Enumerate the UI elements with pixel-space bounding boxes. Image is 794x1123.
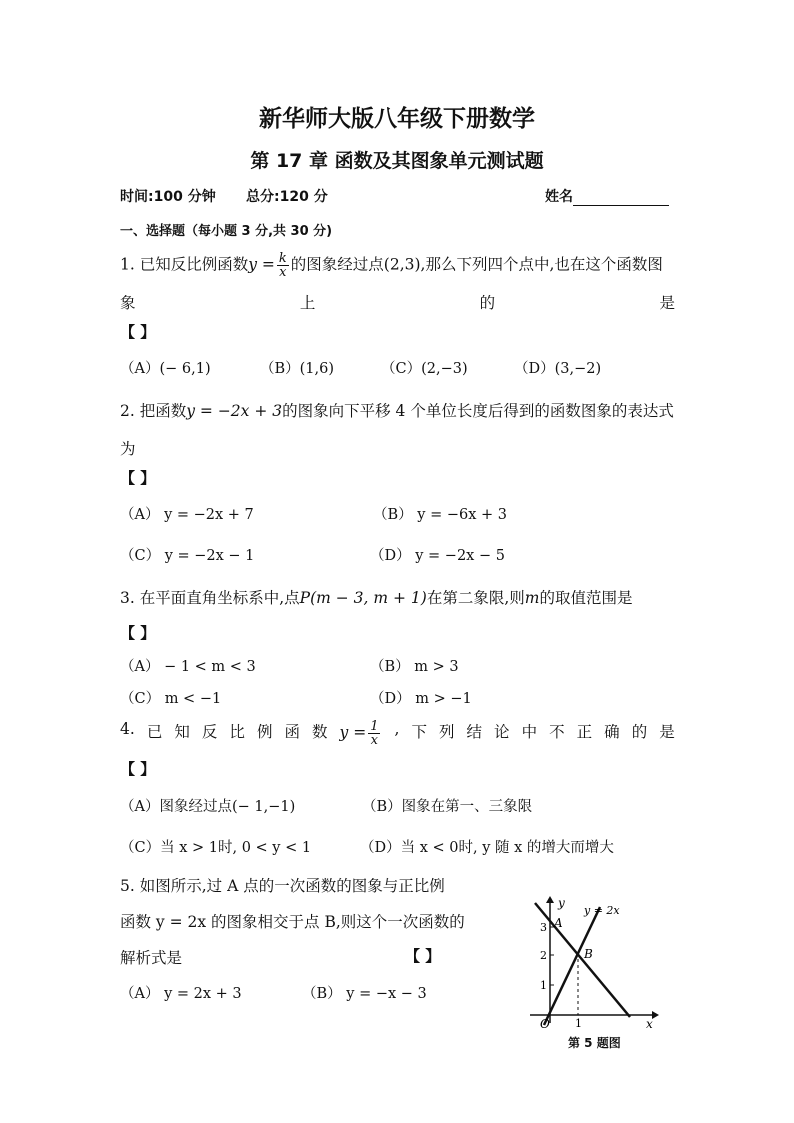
x-axis-arrow-icon xyxy=(652,1011,659,1019)
name-label: 姓名 xyxy=(545,189,573,205)
line-label: y = 2x xyxy=(584,904,620,917)
q3-option-a[interactable]: （A） − 1 < m < 3 xyxy=(120,659,256,675)
time-info: 时间:100 分钟 xyxy=(120,189,216,205)
y-tick-1: 1 xyxy=(540,979,547,992)
fraction-k-over-x: $\frac{k}{x}$ xyxy=(278,251,287,280)
question-2-line2: 为 xyxy=(120,440,136,458)
page-title: 新华师大版八年级下册数学 xyxy=(259,106,535,132)
q3-option-c[interactable]: （C） m < −1 xyxy=(120,691,222,707)
question-5-line3: 解析式是 xyxy=(120,949,183,967)
question-3: 3. 在平面直角坐标系中,点P(m − 3, m + 1)在第二象限,则m的取值范围是 xyxy=(120,589,633,607)
question-5-line2: 函数 y = 2x 的图象相交于点 B,则这个一次函数的 xyxy=(120,913,465,931)
y-axis-label: y xyxy=(558,896,565,910)
question-1-line2: 象 上 的 是 xyxy=(120,294,675,312)
figure-caption: 第 5 题图 xyxy=(568,1036,621,1050)
name-blank[interactable] xyxy=(573,191,669,206)
x-tick-1: 1 xyxy=(575,1017,582,1030)
q1-option-c[interactable]: （C）(2,−3) xyxy=(381,361,468,377)
chapter-subtitle: 第 17 章 函数及其图象单元测试题 xyxy=(250,150,544,172)
question-4: 4. 已 知 反 比 例 函 数 y = $\frac{1}{x}$ , 下 列 结 论 中 不 正 确 的 是 xyxy=(120,719,675,748)
q1-option-a[interactable]: （A）(− 6,1) xyxy=(120,361,211,377)
answer-bracket-2[interactable]: 【 】 xyxy=(120,469,156,487)
answer-bracket-1[interactable]: 【 】 xyxy=(120,323,156,341)
q2-option-b[interactable]: （B） y = −6x + 3 xyxy=(373,507,507,523)
point-a-label: A xyxy=(554,916,563,930)
origin-label: O xyxy=(540,1017,550,1030)
y-tick-2: 2 xyxy=(540,949,547,962)
q2-option-d[interactable]: （D） y = −2x − 5 xyxy=(370,548,505,564)
x-axis-label: x xyxy=(646,1017,653,1030)
question-2: 2. 把函数y = −2x + 3的图象向下平移 4 个单位长度后得到的函数图象的表达式 xyxy=(120,402,674,420)
q4-option-b[interactable]: （B）图象在第一、三象限 xyxy=(362,799,533,815)
q5-figure xyxy=(520,895,660,1030)
answer-bracket-5[interactable]: 【 】 xyxy=(405,947,441,965)
answer-bracket-3[interactable]: 【 】 xyxy=(120,624,156,642)
q4-option-c[interactable]: （C）当 x > 1时, 0 < y < 1 xyxy=(120,840,312,856)
q2-option-a[interactable]: （A） y = −2x + 7 xyxy=(120,507,254,523)
question-1: 1. 已知反比例函数y = $\frac{k}{x}$ 的图象经过点(2,3),那么下列四个点中,也在这个函数图 xyxy=(120,251,663,280)
q4-option-a[interactable]: （A）图象经过点(− 1,−1) xyxy=(120,799,296,815)
q3-option-d[interactable]: （D） m > −1 xyxy=(370,691,472,707)
answer-bracket-4[interactable]: 【 】 xyxy=(120,760,156,778)
q4-option-d[interactable]: （D）当 x < 0时, y 随 x 的增大而增大 xyxy=(360,840,614,856)
q3-option-b[interactable]: （B） m > 3 xyxy=(370,659,459,675)
point-b-label: B xyxy=(584,947,593,961)
q5-option-a[interactable]: （A） y = 2x + 3 xyxy=(120,986,242,1002)
question-5: 5. 如图所示,过 A 点的一次函数的图象与正比例 xyxy=(120,877,445,895)
fraction-1-over-x: $\frac{1}{x}$ xyxy=(370,719,379,748)
q2-option-c[interactable]: （C） y = −2x − 1 xyxy=(120,548,255,564)
section-heading: 一、选择题（每小题 3 分,共 30 分) xyxy=(120,224,333,239)
y-tick-3: 3 xyxy=(540,921,547,934)
q1-option-b[interactable]: （B）(1,6) xyxy=(260,361,335,377)
name-field[interactable] xyxy=(545,186,669,206)
q1-option-d[interactable]: （D）(3,−2) xyxy=(514,361,602,377)
score-info: 总分:120 分 xyxy=(246,189,328,205)
q5-option-b[interactable]: （B） y = −x − 3 xyxy=(302,986,427,1002)
y-axis-arrow-icon xyxy=(546,896,554,903)
